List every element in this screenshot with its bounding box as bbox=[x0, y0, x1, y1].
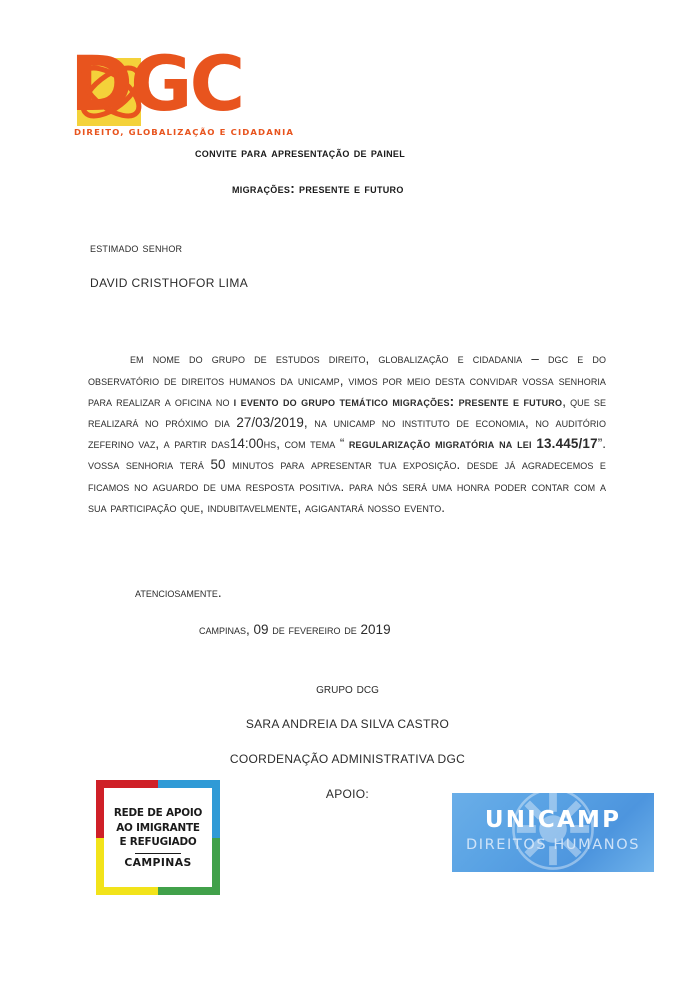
letter-body bbox=[88, 348, 606, 518]
body-theme-title: regularização migratória na lei bbox=[348, 436, 537, 452]
body-text-2: , que se realizará no próximo dia bbox=[88, 393, 606, 430]
support-label: APOIO: bbox=[325, 787, 370, 801]
rede-logo-line-1: REDE DE APOIO bbox=[113, 807, 203, 819]
body-event-time: 14:00 bbox=[229, 436, 264, 452]
closing-block bbox=[135, 585, 605, 637]
unicamp-logo-name: UNICAMP bbox=[484, 807, 622, 833]
unicamp-direitos-humanos-logo bbox=[452, 793, 654, 872]
heading-block bbox=[195, 145, 625, 196]
unicamp-logo-text bbox=[452, 809, 654, 853]
rede-logo-divider bbox=[135, 853, 181, 855]
greeting-salutation: estimado senhor bbox=[90, 240, 183, 255]
closing-place-date: campinas, 09 de fevereiro de 2019 bbox=[199, 622, 391, 637]
rede-logo-inner-panel bbox=[104, 788, 212, 887]
greeting-block bbox=[90, 240, 590, 290]
unicamp-logo-tagline: DIREITOS HUMANOS bbox=[465, 837, 641, 853]
body-event-date: 27/03/2019 bbox=[236, 415, 304, 430]
page-title: convite para apresentação de painel bbox=[195, 145, 406, 160]
body-event-name: i evento do grupo temático migrações: presente e futuro bbox=[233, 393, 563, 409]
rede-logo-city: CAMPINAS bbox=[124, 856, 192, 869]
body-text-6: minutos para apresentar tua exposição. desde já agradecemos e ficamos no aguardo de uma resposta positiva. para nós será uma honra poder contar com a sua participação que, indubitavelmente, agigantará nosso evento. bbox=[88, 457, 606, 515]
signature-role: COORDENAÇÃO ADMINISTRATIVA DGC bbox=[229, 752, 466, 766]
dgc-logo-subtitle: DIREITO, GLOBALIZAÇÃO E CIDADANIA bbox=[74, 128, 295, 138]
body-duration-minutes: 50 bbox=[210, 457, 226, 473]
closing-salutation: atenciosamente. bbox=[135, 585, 222, 600]
body-text-5: ”. vossa senhoria terá bbox=[88, 436, 607, 473]
dgc-logo bbox=[70, 39, 295, 147]
body-text-4: hs, com tema “ bbox=[263, 436, 349, 452]
greeting-recipient: DAVID CRISTHOFOR LIMA bbox=[90, 276, 249, 290]
page-subtitle: migrações: presente e futuro bbox=[232, 181, 404, 196]
signature-name: SARA ANDREIA DA SILVA CASTRO bbox=[245, 717, 450, 731]
rede-de-apoio-logo bbox=[96, 780, 220, 895]
body-theme-law: 13.445/17 bbox=[536, 436, 598, 452]
body-text-3: , na unicamp no instituto de economia, no auditório zeferino vaz, a partir das bbox=[88, 415, 606, 452]
dgc-logo-letters: DGC bbox=[70, 39, 243, 128]
rede-logo-line-3: E REFUGIADO bbox=[119, 836, 197, 848]
signature-group: grupo dcg bbox=[316, 680, 379, 696]
body-text-1: em nome do grupo de estudos direito, globalização e cidadania – dgc e do observatório de direitos humanos da unicamp, vimos por meio desta convidar vossa senhoria para realizar a oficina no bbox=[88, 351, 606, 409]
rede-logo-line-2: AO IMIGRANTE bbox=[116, 821, 200, 834]
